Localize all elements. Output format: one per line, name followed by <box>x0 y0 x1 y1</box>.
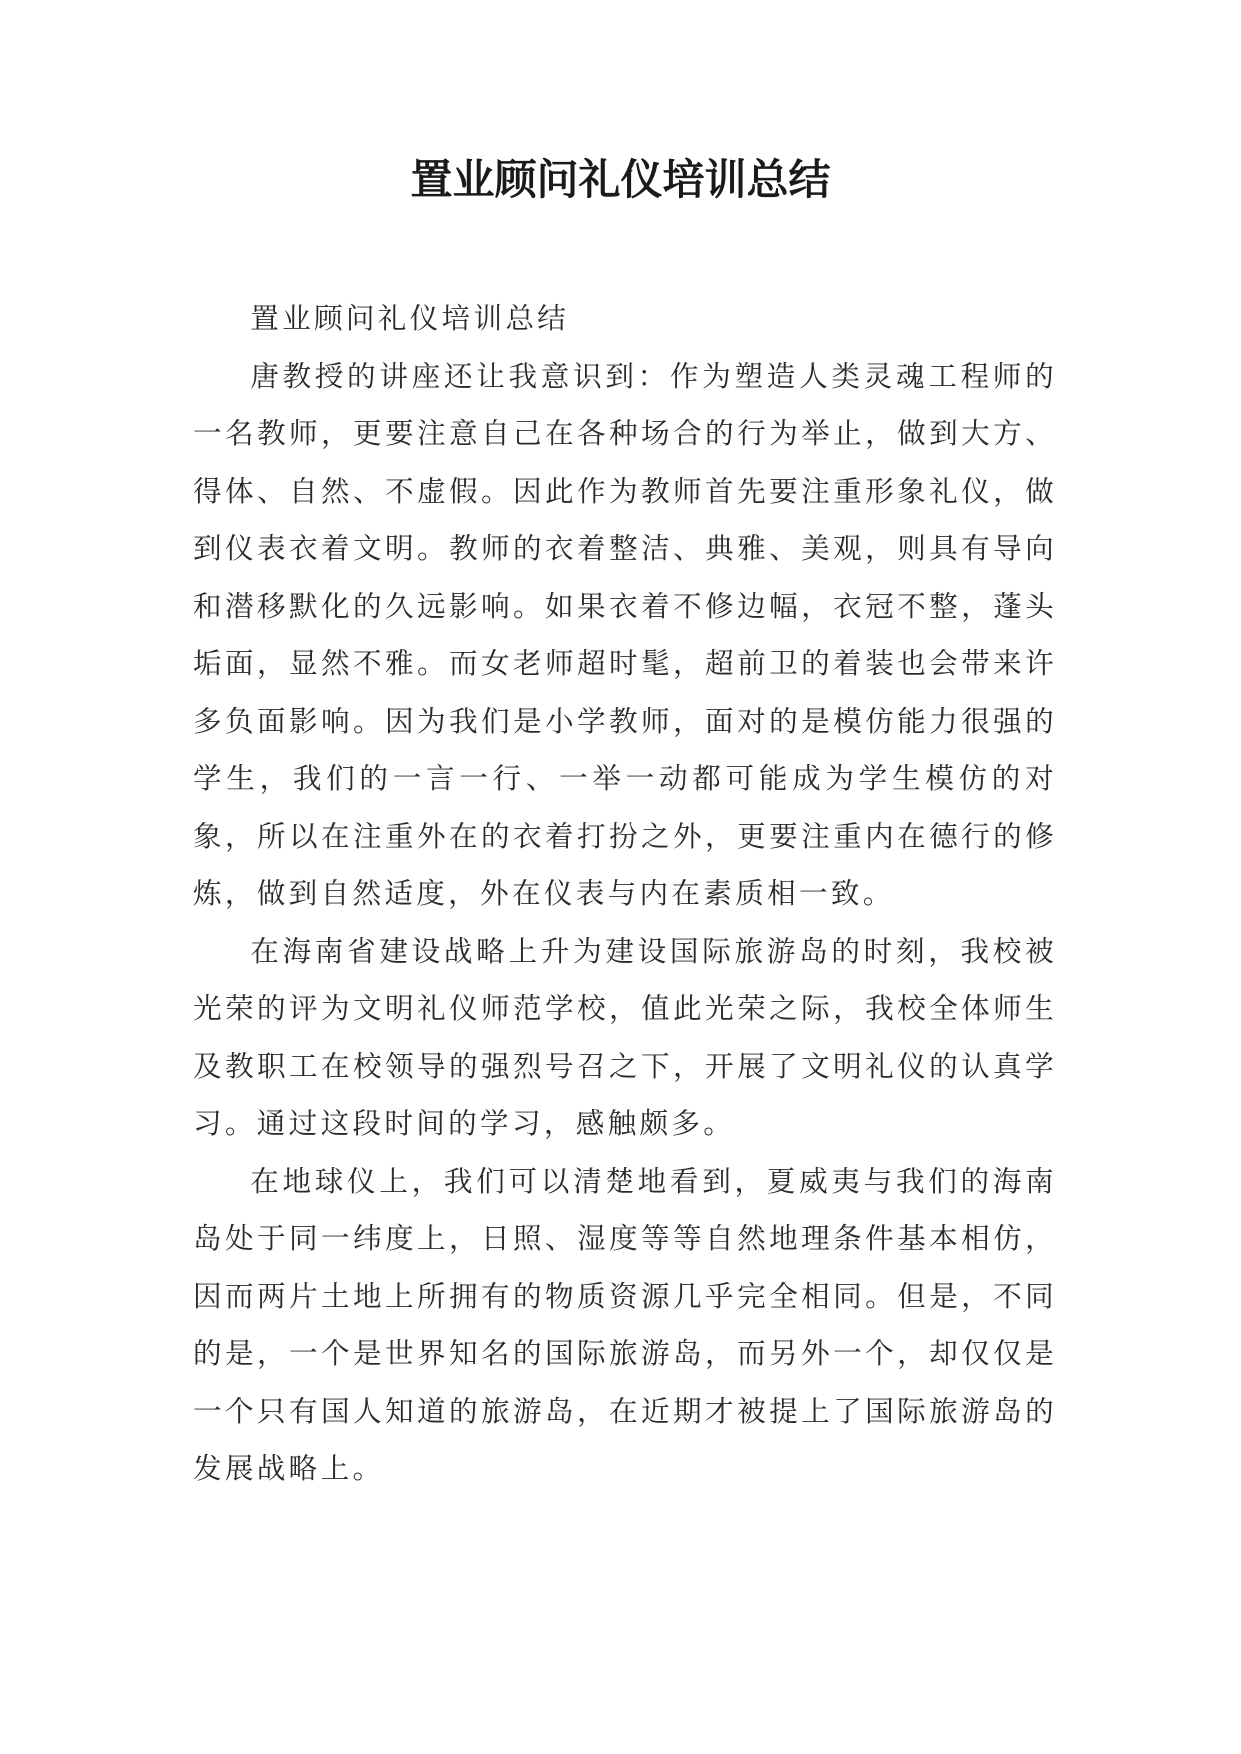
document-title: 置业顾问礼仪培训总结 <box>410 155 831 204</box>
document-body <box>193 290 1057 1498</box>
paragraph-subtitle: 置业顾问礼仪培训总结 <box>250 301 570 335</box>
paragraph-hainan-school: 在海南省建设战略上升为建设国际旅游岛的时刻，我校被光荣的评为文明礼仪师范学校，值此光荣之际，我校全体师生及教职工在校领导的强烈号召之下，开展了文明礼仪的认真学习。通过这段时间的学习，感触颇多。 <box>193 933 1057 1140</box>
paragraph-etiquette-lecture: 唐教授的讲座还让我意识到：作为塑造人类灵魂工程师的一名教师，更要注意自己在各种场合的行为举止，做到大方、得体、自然、不虚假。因此作为教师首先要注重形象礼仪，做到仪表衣着文明。教师的衣着整洁、典雅、美观，则具有导向和潜移默化的久远影响。如果衣着不修边幅，衣冠不整，蓬头垢面，显然不雅。而女老师超时髦，超前卫的着装也会带来许多负面影响。因为我们是小学教师，面对的是模仿能力很强的学生，我们的一言一行、一举一动都可能成为学生模仿的对象，所以在注重外在的衣着打扮之外，更要注重内在德行的修炼，做到自然适度，外在仪表与内在素质相一致。 <box>193 358 1057 910</box>
paragraph-hawaii-comparison: 在地球仪上，我们可以清楚地看到，夏威夷与我们的海南岛处于同一纬度上，日照、湿度等等自然地理条件基本相仿，因而两片土地上所拥有的物质资源几乎完全相同。但是，不同的是，一个是世界知名的国际旅游岛，而另外一个，却仅仅是一个只有国人知道的旅游岛，在近期才被提上了国际旅游岛的发展战略上。 <box>193 1163 1057 1485</box>
